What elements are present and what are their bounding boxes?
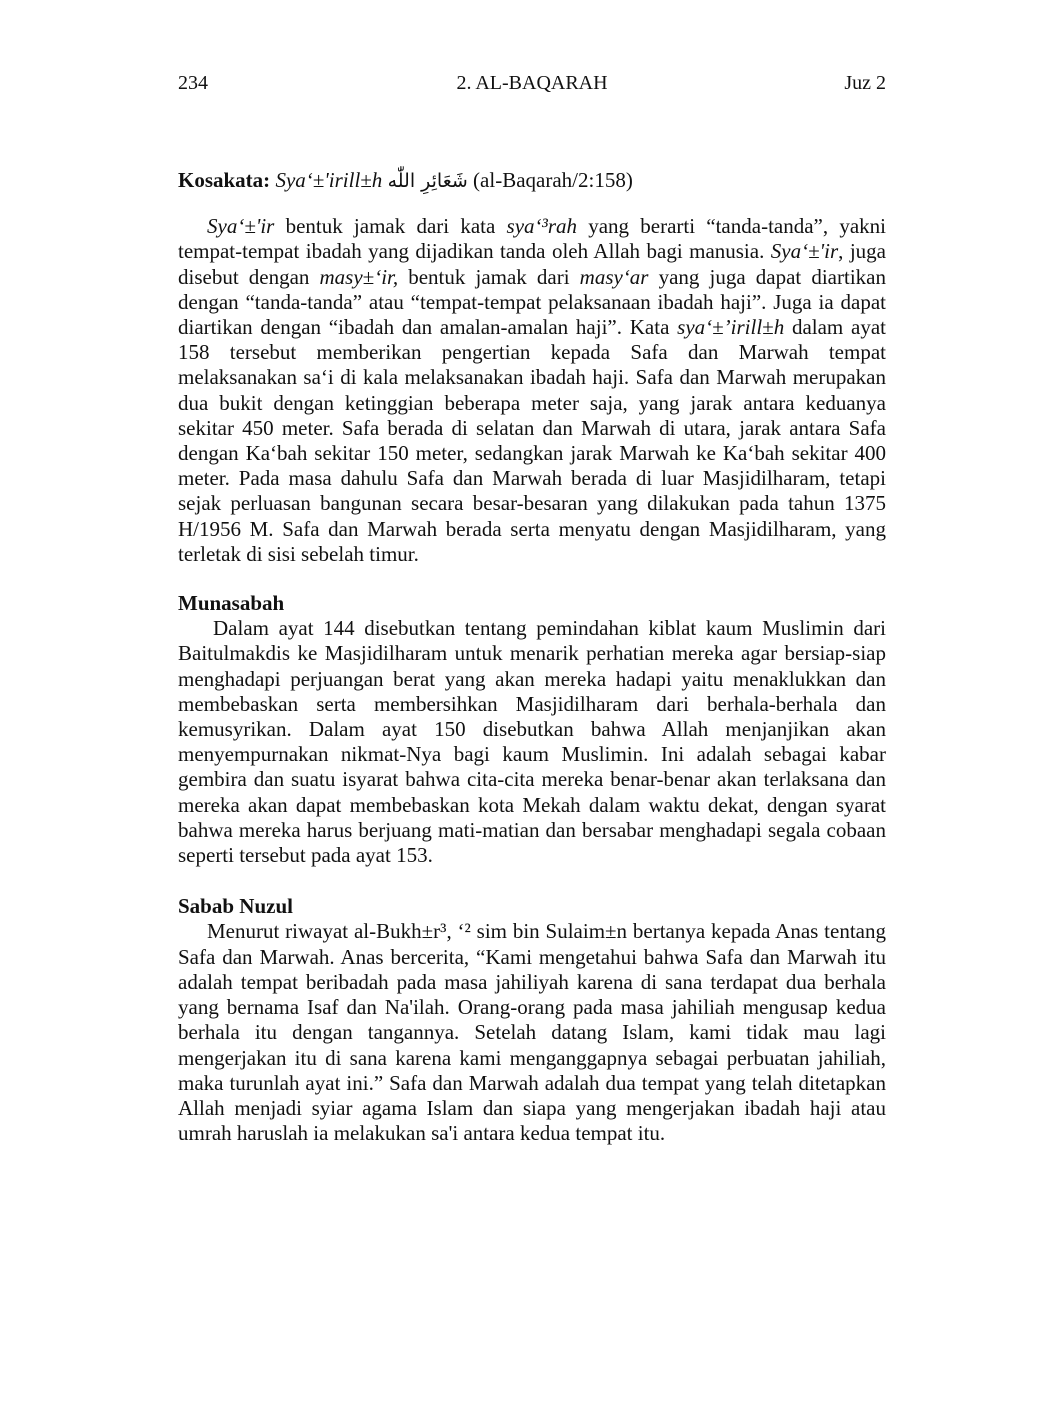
text-span: bentuk jamak dari [398,264,580,289]
kosakata-label: Kosakata: [178,168,271,192]
term-italic: Sya‘±'ir [207,214,275,239]
text-span: yang berarti “tanda-tanda”, yakni tempat-tempat ibadah yang dijadikan tanda oleh Allah bagi manusia. [178,214,886,264]
kosakata-reference: (al-Baqarah/2:158) [473,168,633,192]
sabab-nuzul-heading: Sabab Nuzul [178,894,293,919]
juz-label: Juz 2 [844,72,886,94]
kosakata-paragraph [178,214,886,567]
kosakata-arabic: شَعَائِرِ اللّٰه [387,170,468,192]
text-span: dalam ayat 158 tersebut memberikan pengertian kepada Safa dan Marwah tempat melaksanakan sa‘i di kala melaksanakan ibadah haji. Safa dan Marwah merupakan dua bukit dengan ketinggian beberapa meter saja, yang jarak antara keduanya sekitar 450 meter. Safa berada di selatan dan Marwah di utara, jarak antara Safa dengan Ka‘bah sekitar 150 meter, sedangkan jarak Marwah ke Ka‘bah sekitar 400 meter. Pada masa dahulu Safa dan Marwah berada di luar Masjidilharam, tetapi sejak perluasan bangunan secara besar-besaran yang dilakukan pada tahun 1375 H/1956 M. Safa dan Marwah berada serta menyatu dengan Masjidilharam, yang terletak di sisi sebelah timur. [178,315,887,566]
kosakata-heading [178,168,886,194]
term-italic: masy±‘ir, [319,264,399,289]
running-title: 2. AL-BAQARAH [456,72,608,94]
term-italic: sya‘±’irill±h [677,315,785,340]
text-span: , juga disebut dengan [178,239,886,289]
text-span: bentuk jamak dari kata [274,214,507,239]
text-span: yang juga dapat diartikan dengan “tanda-tanda” atau “tempat-tempat pelaksanaan ibadah haji”. Juga ia dapat diartikan dengan “ibadah dan amalan-amalan haji”. Kata [178,264,886,340]
sabab-nuzul-paragraph: Menurut riwayat al-Bukh±r³, ‘² sim bin Sulaim±n bertanya kepada Anas tentang Safa dan Marwah. Anas bercerita, “Kami mengetahui bahwa Safa dan Marwah itu adalah tempat beribadah pada masa jahiliyah karena di sana terdapat dua berhala yang bernama Isaf dan Na'ilah. Orang-orang pada masa jahiliah mengusap kedua berhala itu dengan tangannya. Setelah datang Islam, kami tidak mau lagi mengerjakan itu di sana karena kami menganggapnya sebagai perbuatan jahiliah, maka turunlah ayat ini.” Safa dan Marwah adalah dua tempat yang telah ditetapkan Allah menjadi syiar agama Islam dan siapa yang mengerjakan ibadah haji atau umrah haruslah ia melakukan sa'i antara kedua tempat itu. [178,919,886,1146]
kosakata-term: Sya‘±'irill±h [275,168,383,192]
term-italic: Sya‘±'ir [770,239,839,264]
term-italic: masy‘ar [579,264,649,289]
munasabah-paragraph: Dalam ayat 144 disebutkan tentang pemindahan kiblat kaum Muslimin dari Baitulmakdis ke Masjidilharam untuk menarik perhatian mereka agar bersiap-siap menghadapi perjuangan berat yang akan mereka hadapi yaitu menaklukkan dan membebaskan serta membersihkan Masjidilharam dari berhala-berhala dan kemusyrikan. Dalam ayat 150 disebutkan bahwa Allah menjanjikan akan menyempurnakan nikmat-Nya bagi kaum Muslimin. Ini adalah sebagai kabar gembira dan suatu isyarat bahwa cita-cita mereka benar-benar akan terlaksana dan mereka akan dapat membebaskan kota Mekah dalam waktu dekat, dengan syarat bahwa mereka harus berjuang mati-matian dan bersabar menghadapi segala cobaan seperti tersebut pada ayat 153. [178,616,886,868]
page-number: 234 [178,72,208,94]
page-body [178,168,886,1146]
term-italic: sya‘³rah [506,214,577,239]
munasabah-heading: Munasabah [178,591,285,616]
page-header [178,72,886,100]
